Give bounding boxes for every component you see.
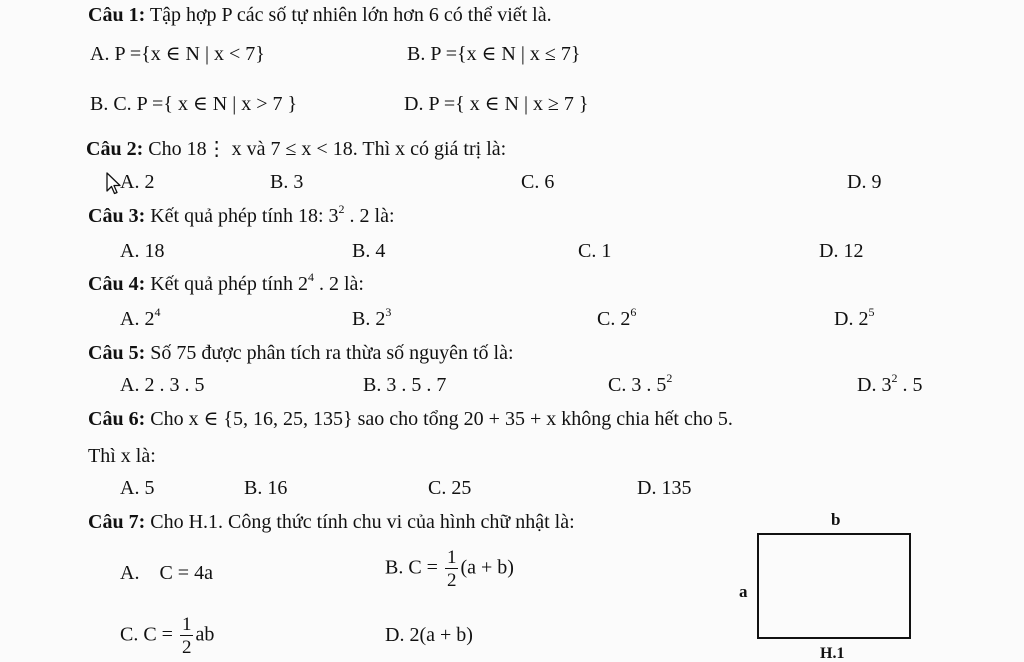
q2-option-d: D. 9 <box>847 171 882 193</box>
question-7-label: Câu 7: <box>88 511 146 533</box>
question-6-text: Cho x ∈ {5, 16, 25, 135} sao cho tổng 20 + 35 + x không chia hết cho 5. <box>150 408 733 430</box>
q2-option-b: B. 3 <box>270 171 304 193</box>
q4-option-c-exponent: 6 <box>630 305 637 319</box>
q6-option-a: A. 5 <box>120 477 155 499</box>
question-4-text-post: . 2 là: <box>313 273 364 295</box>
q5-option-c-base: C. 3 . 5 <box>608 374 667 396</box>
q4-option-a <box>120 305 161 330</box>
q1-option-b: B. P ={x ∈ N | x ≤ 7} <box>407 43 581 65</box>
q7-option-a: A. C = 4a <box>120 562 213 584</box>
q5-option-d-exponent: 2 <box>891 371 898 385</box>
q7-option-c-pre: C. C = <box>120 623 178 646</box>
q2-option-c: C. 6 <box>521 171 555 193</box>
q4-option-d-exponent: 5 <box>868 305 875 319</box>
q7-option-b-numerator: 1 <box>446 547 457 568</box>
q7-option-c-numerator: 1 <box>181 614 192 635</box>
question-2 <box>86 139 506 159</box>
q5-option-c-exponent: 2 <box>666 371 673 385</box>
question-3 <box>88 202 395 227</box>
q2-option-a: A. 2 <box>120 171 155 193</box>
question-6-label: Câu 6: <box>88 408 146 430</box>
q6-option-b: B. 16 <box>244 477 288 499</box>
q7-option-b-pre: B. C = <box>385 556 443 579</box>
q7-option-c-fraction <box>180 615 194 657</box>
q5-option-d-base: D. 3 <box>857 374 892 396</box>
figure-label-a: a <box>739 582 748 601</box>
question-2-text: Cho 18⋮ x và 7 ≤ x < 18. Thì x có giá trị là: <box>148 138 507 160</box>
question-5-text: Số 75 được phân tích ra thừa số nguyên tố là: <box>150 342 514 364</box>
question-4-exponent: 4 <box>307 270 314 284</box>
q5-option-a: A. 2 . 3 . 5 <box>120 374 205 396</box>
question-2-label: Câu 2: <box>86 138 144 160</box>
q4-option-c-base: C. 2 <box>597 308 631 330</box>
question-7-text: Cho H.1. Công thức tính chu vi của hình chữ nhật là: <box>150 511 575 533</box>
q7-option-b-post: (a + b) <box>460 556 514 579</box>
q1-option-c: B. C. P ={ x ∈ N | x > 7 } <box>90 93 298 115</box>
q5-option-c <box>608 371 673 396</box>
question-1 <box>88 5 552 25</box>
q5-option-b: B. 3 . 5 . 7 <box>363 374 447 396</box>
question-4 <box>88 270 364 295</box>
question-5 <box>88 343 514 363</box>
q5-option-d-post: . 5 <box>897 374 923 396</box>
q6-option-d: D. 135 <box>637 477 692 499</box>
q4-option-b-exponent: 3 <box>385 305 392 319</box>
question-3-label: Câu 3: <box>88 205 146 227</box>
q7-option-b-denominator: 2 <box>446 570 457 591</box>
mouse-pointer-icon <box>106 172 122 196</box>
question-6-line-2: Thì x là: <box>88 445 156 467</box>
question-3-text-post: . 2 là: <box>344 205 395 227</box>
question-4-label: Câu 4: <box>88 273 146 295</box>
q4-option-a-exponent: 4 <box>154 305 161 319</box>
question-4-text-pre: Kết quả phép tính 2 <box>150 273 308 295</box>
q7-option-c-denominator: 2 <box>181 637 192 658</box>
q4-option-d <box>834 305 875 330</box>
q3-option-c: C. 1 <box>578 240 612 262</box>
q1-option-a: A. P ={x ∈ N | x < 7} <box>90 43 265 65</box>
question-7 <box>88 512 575 532</box>
q7-option-c-post: ab <box>195 623 215 646</box>
question-5-label: Câu 5: <box>88 342 146 364</box>
q4-option-c <box>597 305 637 330</box>
q7-option-b-fraction <box>445 548 459 590</box>
q7-option-d: D. 2(a + b) <box>385 624 473 646</box>
question-3-exponent: 2 <box>338 202 345 216</box>
q4-option-d-base: D. 2 <box>834 308 869 330</box>
question-3-text-pre: Kết quả phép tính 18: 3 <box>150 205 339 227</box>
figure-caption: H.1 <box>820 645 845 662</box>
q4-option-b-base: B. 2 <box>352 308 386 330</box>
question-1-text: Tập hợp P các số tự nhiên lớn hơn 6 có thể viết là. <box>149 4 552 26</box>
q4-option-a-base: A. 2 <box>120 308 155 330</box>
figure-label-b: b <box>831 510 841 529</box>
question-1-label: Câu 1: <box>88 4 146 26</box>
q3-option-b: B. 4 <box>352 240 386 262</box>
q7-option-b <box>385 548 514 590</box>
q3-option-a: A. 18 <box>120 240 165 262</box>
q3-option-d: D. 12 <box>819 240 864 262</box>
q7-option-c <box>120 615 214 657</box>
q1-option-d: D. P ={ x ∈ N | x ≥ 7 } <box>404 93 589 115</box>
q5-option-d <box>857 371 923 396</box>
rectangle-figure <box>757 533 911 639</box>
q4-option-b <box>352 305 392 330</box>
q6-option-c: C. 25 <box>428 477 472 499</box>
question-6 <box>88 409 733 429</box>
